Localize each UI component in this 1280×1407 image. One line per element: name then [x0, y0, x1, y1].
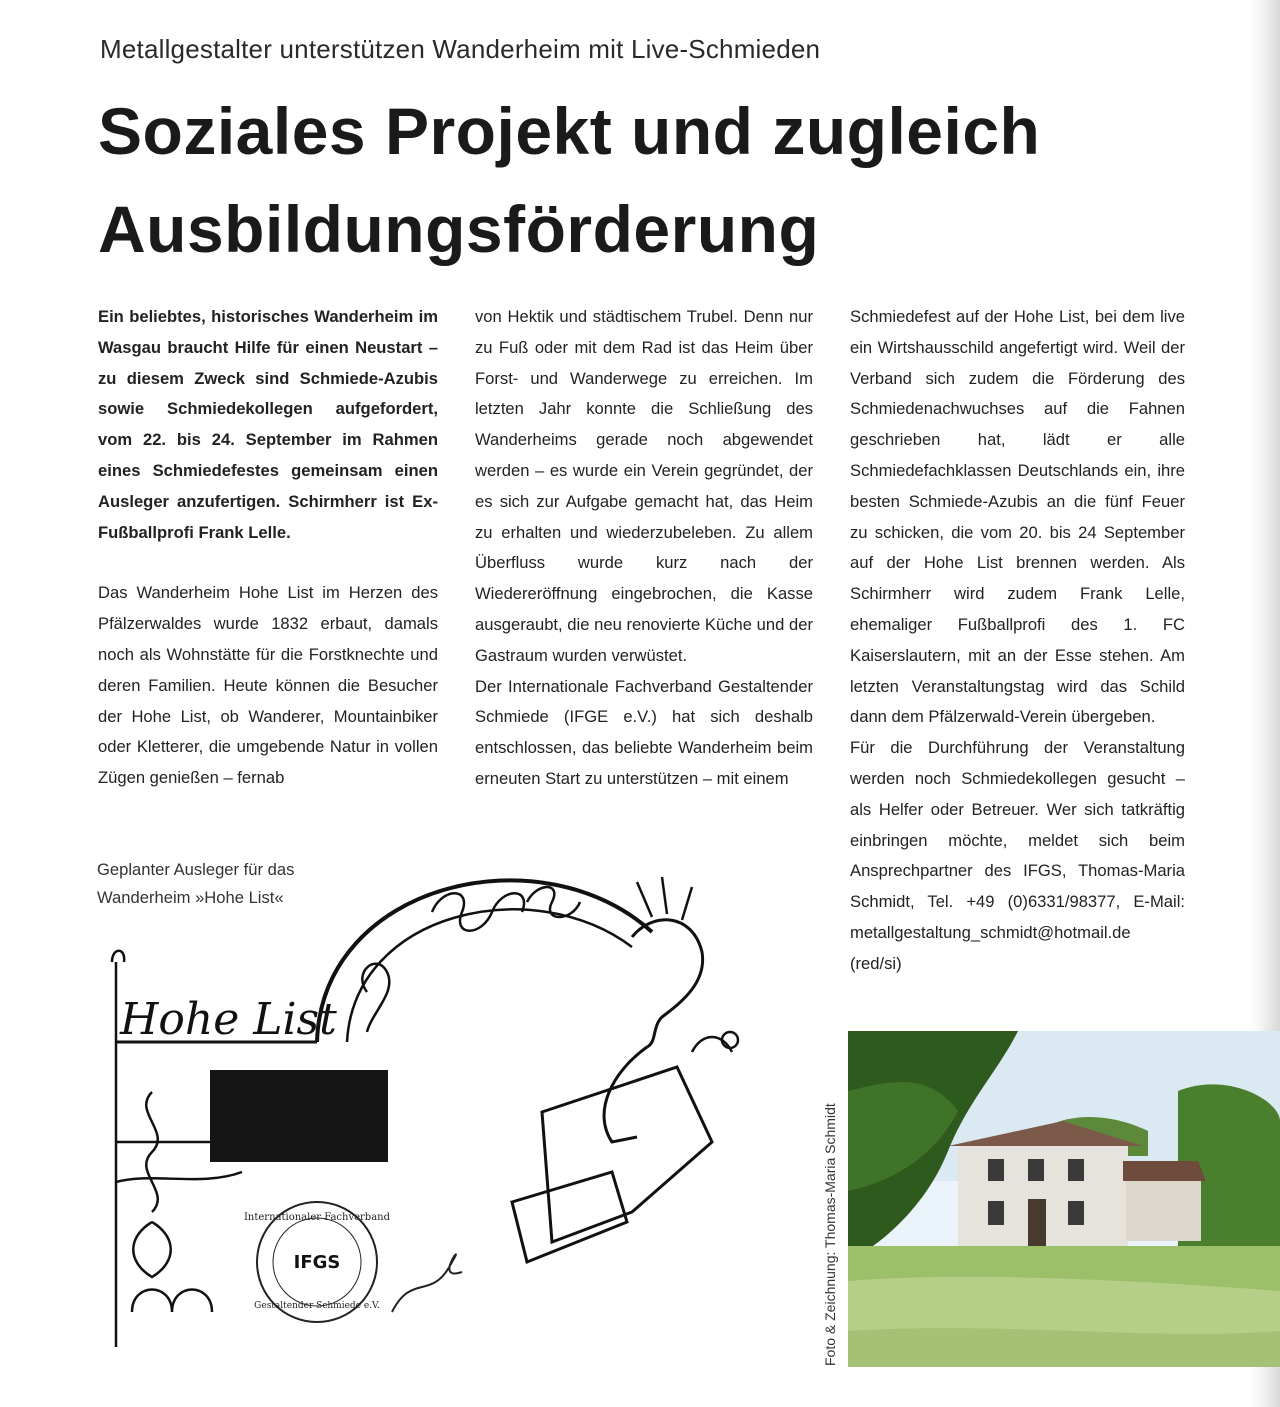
body-paragraph: Das Wanderheim Hohe List im Herzen des Pfälzerwaldes wurde 1832 erbaut, damals noch als Wohnstätte für die Forstknechte und deren Familien. Heute können die Besucher der Hohe List, ob Wanderer, Mountainbiker oder Kletterer, die umgebende Natur in vollen Zügen genießen – fernab	[98, 583, 438, 788]
body-paragraph: Der Internationale Fachverband Gestaltender Schmiede (IFGE e.V.) hat sich deshalb entschlossen, das beliebte Wanderheim beim erneuten Start zu unterstützen – mit einem	[475, 676, 813, 788]
beer-stein	[542, 1067, 712, 1242]
bracket-arch	[317, 880, 652, 1042]
article-lead: Ein beliebtes, historisches Wanderheim im Wasgau braucht Hilfe für einen Neustart – zu diesem Zweck sind Schmiede-Azubis sowie Schmiedekollegen aufgefordert, vom 22. bis 24. September im Rahmen eines Schmiedefestes gemeinsam einen Ausleger anzufertigen. Schirmherr ist Ex-Fußballprofi Frank Lelle.	[98, 307, 438, 542]
figure-caption: Geplanter Ausleger für das Wanderheim »Hohe List«	[97, 860, 295, 907]
body-paragraph: Schmiedefest auf der Hohe List, bei dem live ein Wirtshausschild angefertigt wird. Weil der Verband sich zudem die Förderung des Schmiedenachwuchses auf die Fahnen geschrieben hat, lädt er alle Schmiedefachklassen Deutschlands ein, ihre besten Schmiede-Azubis an die fünf Feuer zu schicken, die vom 20. bis 24 September auf der Hohe List brennen werden. Als Schirmherr wird zudem Frank Lelle, ehemaliger Fußballprofi des 1. FC Kaiserslautern, mit an der Esse stehen. Am letzten Veranstaltungstag wird das Schild dann dem Pfälzerwald-Verein übergeben.	[850, 307, 1185, 727]
headline-line-2: Ausbildungsförderung	[98, 192, 820, 266]
stamp-bottom-text: Gestaltender Schmiede e.V.	[254, 1301, 380, 1311]
stamp-center-text: IFGS	[293, 1252, 341, 1273]
text-column-1	[98, 302, 438, 794]
sign-bracket-drawing	[92, 842, 792, 1362]
ifgs-stamp	[244, 1202, 391, 1322]
body-paragraph: von Hektik und städtischem Trubel. Denn nur zu Fuß oder mit dem Rad ist das Heim über Forst- und Wanderwege zu erreichen. Im letzten Jahr konnte die Schließung des Wanderheims gerade noch abgewendet werden – es wurde ein Verein gegründet, der es sich zur Aufgabe gemacht hat, das Heim zu erhalten und wiederzubeleben. Zu allem Überfluss wurde kurz nach der Wiedereröffnung eingebrochen, die Kasse ausgeraubt, die neu renovierte Küche und der Gastraum wurden verwüstet.	[475, 307, 813, 665]
photo-credit: Foto & Zeichnung: Thomas-Maria Schmidt	[822, 1103, 838, 1366]
text-column-3	[850, 302, 1185, 980]
dragon-head	[632, 920, 703, 1047]
text-column-2	[475, 302, 813, 795]
article-headline	[98, 82, 1218, 278]
sign-script-text: Hohe List	[120, 994, 337, 1045]
sign-board	[210, 1070, 388, 1162]
headline-line-1: Soziales Projekt und zugleich	[98, 94, 1041, 168]
signature	[392, 1254, 462, 1312]
article-kicker: Metallgestalter unterstützen Wanderheim mit Live-Schmieden	[100, 34, 821, 64]
wanderheim-photo	[848, 1031, 1280, 1367]
body-paragraph: Für die Durchführung der Veranstaltung werden noch Schmiedekollegen gesucht – als Helfer oder Betreuer. Wer sich tatkräftig einbringen möchte, meldet sich beim Ansprechpartner des IFGS, Thomas-Maria Schmidt, Tel. +49 (0)6331/98377, E-Mail: metallgestaltung_schmidt@hotmail.de (red/si)	[850, 738, 1185, 973]
stamp-top-text: Internationaler Fachverband	[243, 1212, 391, 1223]
